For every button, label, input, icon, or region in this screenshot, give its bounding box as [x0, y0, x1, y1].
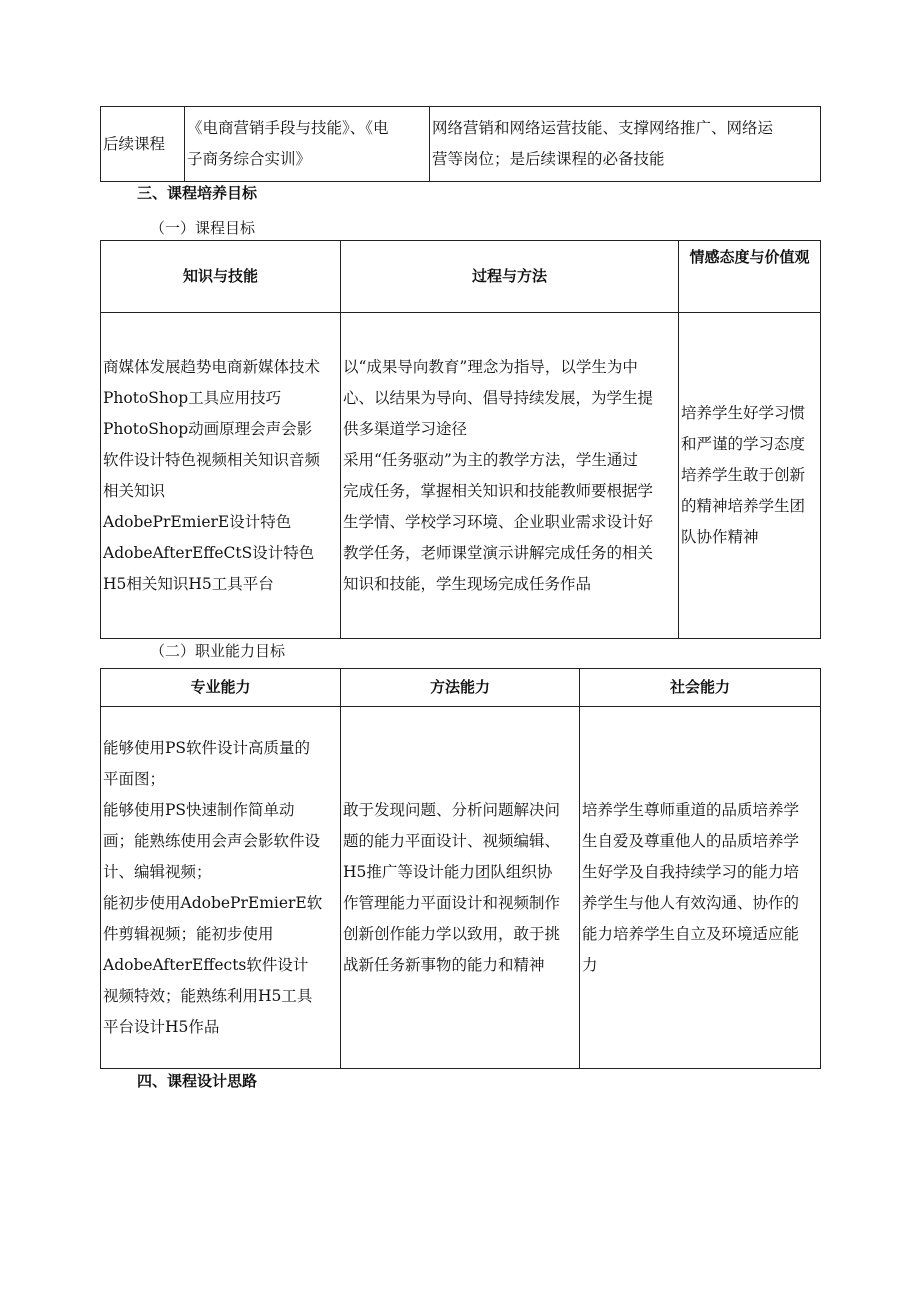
text-line: 软件设计特色视频相关知识音频: [103, 450, 321, 469]
text-line: 队协作精神: [681, 528, 759, 546]
social-ability-cell: [580, 707, 821, 1069]
text-line: 力: [582, 955, 598, 974]
text-line: 生自爱及尊重他人的品质培养学: [582, 831, 800, 850]
text-line: H5推广等设计能力团队组织协: [343, 862, 553, 881]
text-line: PhotoShop动画原理会声会影: [103, 419, 313, 438]
text-line: 创新创作能力学以致用，敢于挑: [343, 924, 561, 943]
text-line: 生学情、学校学习环境、企业职业需求设计好: [343, 512, 654, 531]
text-line: 网络营销和网络运营技能、支撑网络推广、网络运: [432, 119, 774, 137]
subheading-vocational-ability: （二）职业能力目标: [150, 642, 286, 660]
text-line: 题的能力平面设计、视频编辑、: [343, 831, 561, 850]
text-line: 计、编辑视频；: [103, 862, 212, 881]
text-line: 能够使用PS软件设计高质量的: [103, 738, 311, 757]
knowledge-skills-cell: [101, 313, 341, 639]
column-header: 社会能力: [580, 669, 821, 707]
column-header: 知识与技能: [101, 241, 341, 313]
text-line: 培养学生尊师重道的品质培养学: [582, 800, 800, 819]
text-line: 以“成果导向教育”理念为指导，以学生为中: [343, 357, 638, 376]
text-line: 营等岗位；是后续课程的必备技能: [432, 150, 665, 168]
text-line: 知识和技能，学生现场完成任务作品: [343, 574, 592, 593]
text-line: 能初步使用AdobePrEmierE软: [103, 893, 323, 912]
text-line: 和严谨的学习态度: [681, 435, 806, 453]
text-line: 教学任务，老师课堂演示讲解完成任务的相关: [343, 543, 654, 562]
text-line: 件剪辑视频；能初步使用: [103, 924, 274, 943]
text-line: 相关知识: [103, 481, 166, 500]
text-line: 作管理能力平面设计和视频制作: [343, 893, 561, 912]
follow-up-course-table: [100, 106, 821, 182]
text-line: 画；能熟练使用会声会影软件设: [103, 831, 321, 850]
section-heading-4: 四、课程设计思路: [137, 1072, 258, 1090]
follow-up-description: [430, 107, 821, 182]
column-header: 方法能力: [341, 669, 580, 707]
text-line: 采用“任务驱动”为主的教学方法，学生通过: [343, 450, 638, 469]
attitude-values-cell: [679, 313, 821, 639]
text-line: 培养学生好学习惯: [681, 404, 806, 422]
text-line: 培养学生敢于创新: [681, 466, 806, 484]
text-line: 的精神培养学生团: [681, 497, 806, 515]
text-line: 平台设计H5作品: [103, 1017, 220, 1036]
text-line: H5相关知识H5工具平台: [103, 574, 274, 593]
text-line: AdobeAfterEffects软件设计: [103, 955, 309, 974]
text-line: 视频特效；能熟练利用H5工具: [103, 986, 313, 1005]
text-line: 平面图；: [103, 769, 166, 788]
text-line: 子商务综合实训》: [187, 150, 312, 168]
table-row: [101, 707, 821, 1069]
professional-ability-cell: [101, 707, 341, 1069]
table-header-row: [101, 241, 821, 313]
text-line: PhotoShop工具应用技巧: [103, 388, 282, 407]
text-line: AdobeAfterEffeCtS设计特色: [103, 543, 315, 562]
text-line: 完成任务，掌握相关知识和技能教师要根据学: [343, 481, 654, 500]
text-line: 能力培养学生自立及环境适应能: [582, 924, 800, 943]
vocational-ability-table: [100, 668, 821, 1069]
table-header-row: [101, 669, 821, 707]
process-methods-cell: [341, 313, 679, 639]
column-header: 专业能力: [101, 669, 341, 707]
text-line: 战新任务新事物的能力和精神: [343, 955, 545, 974]
course-goals-table: [100, 240, 821, 639]
section-heading-3: 三、课程培养目标: [137, 184, 258, 202]
text-line: 《电商营销手段与技能》、《电: [187, 119, 389, 137]
text-line: 养学生与他人有效沟通、协作的: [582, 893, 800, 912]
text-line: 生好学及自我持续学习的能力培: [582, 862, 800, 881]
column-header: 过程与方法: [341, 241, 679, 313]
text-line: 供多渠道学习途径: [343, 419, 468, 438]
text-line: AdobePrEmierE设计特色: [103, 512, 292, 531]
follow-up-label: 后续课程: [101, 107, 185, 182]
text-line: 心、以结果为导向、倡导持续发展，为学生提: [343, 388, 654, 407]
column-header: 情感态度与价值观: [679, 241, 821, 313]
text-line: 敢于发现问题、分析问题解决问: [343, 800, 561, 819]
text-line: 能够使用PS快速制作简单动: [103, 800, 295, 819]
table-row: [101, 313, 821, 639]
follow-up-courses: [185, 107, 430, 182]
subheading-course-goals: （一）课程目标: [150, 219, 256, 237]
text-line: 商媒体发展趋势电商新媒体技术: [103, 357, 321, 376]
method-ability-cell: [341, 707, 580, 1069]
table-row: [101, 107, 821, 182]
